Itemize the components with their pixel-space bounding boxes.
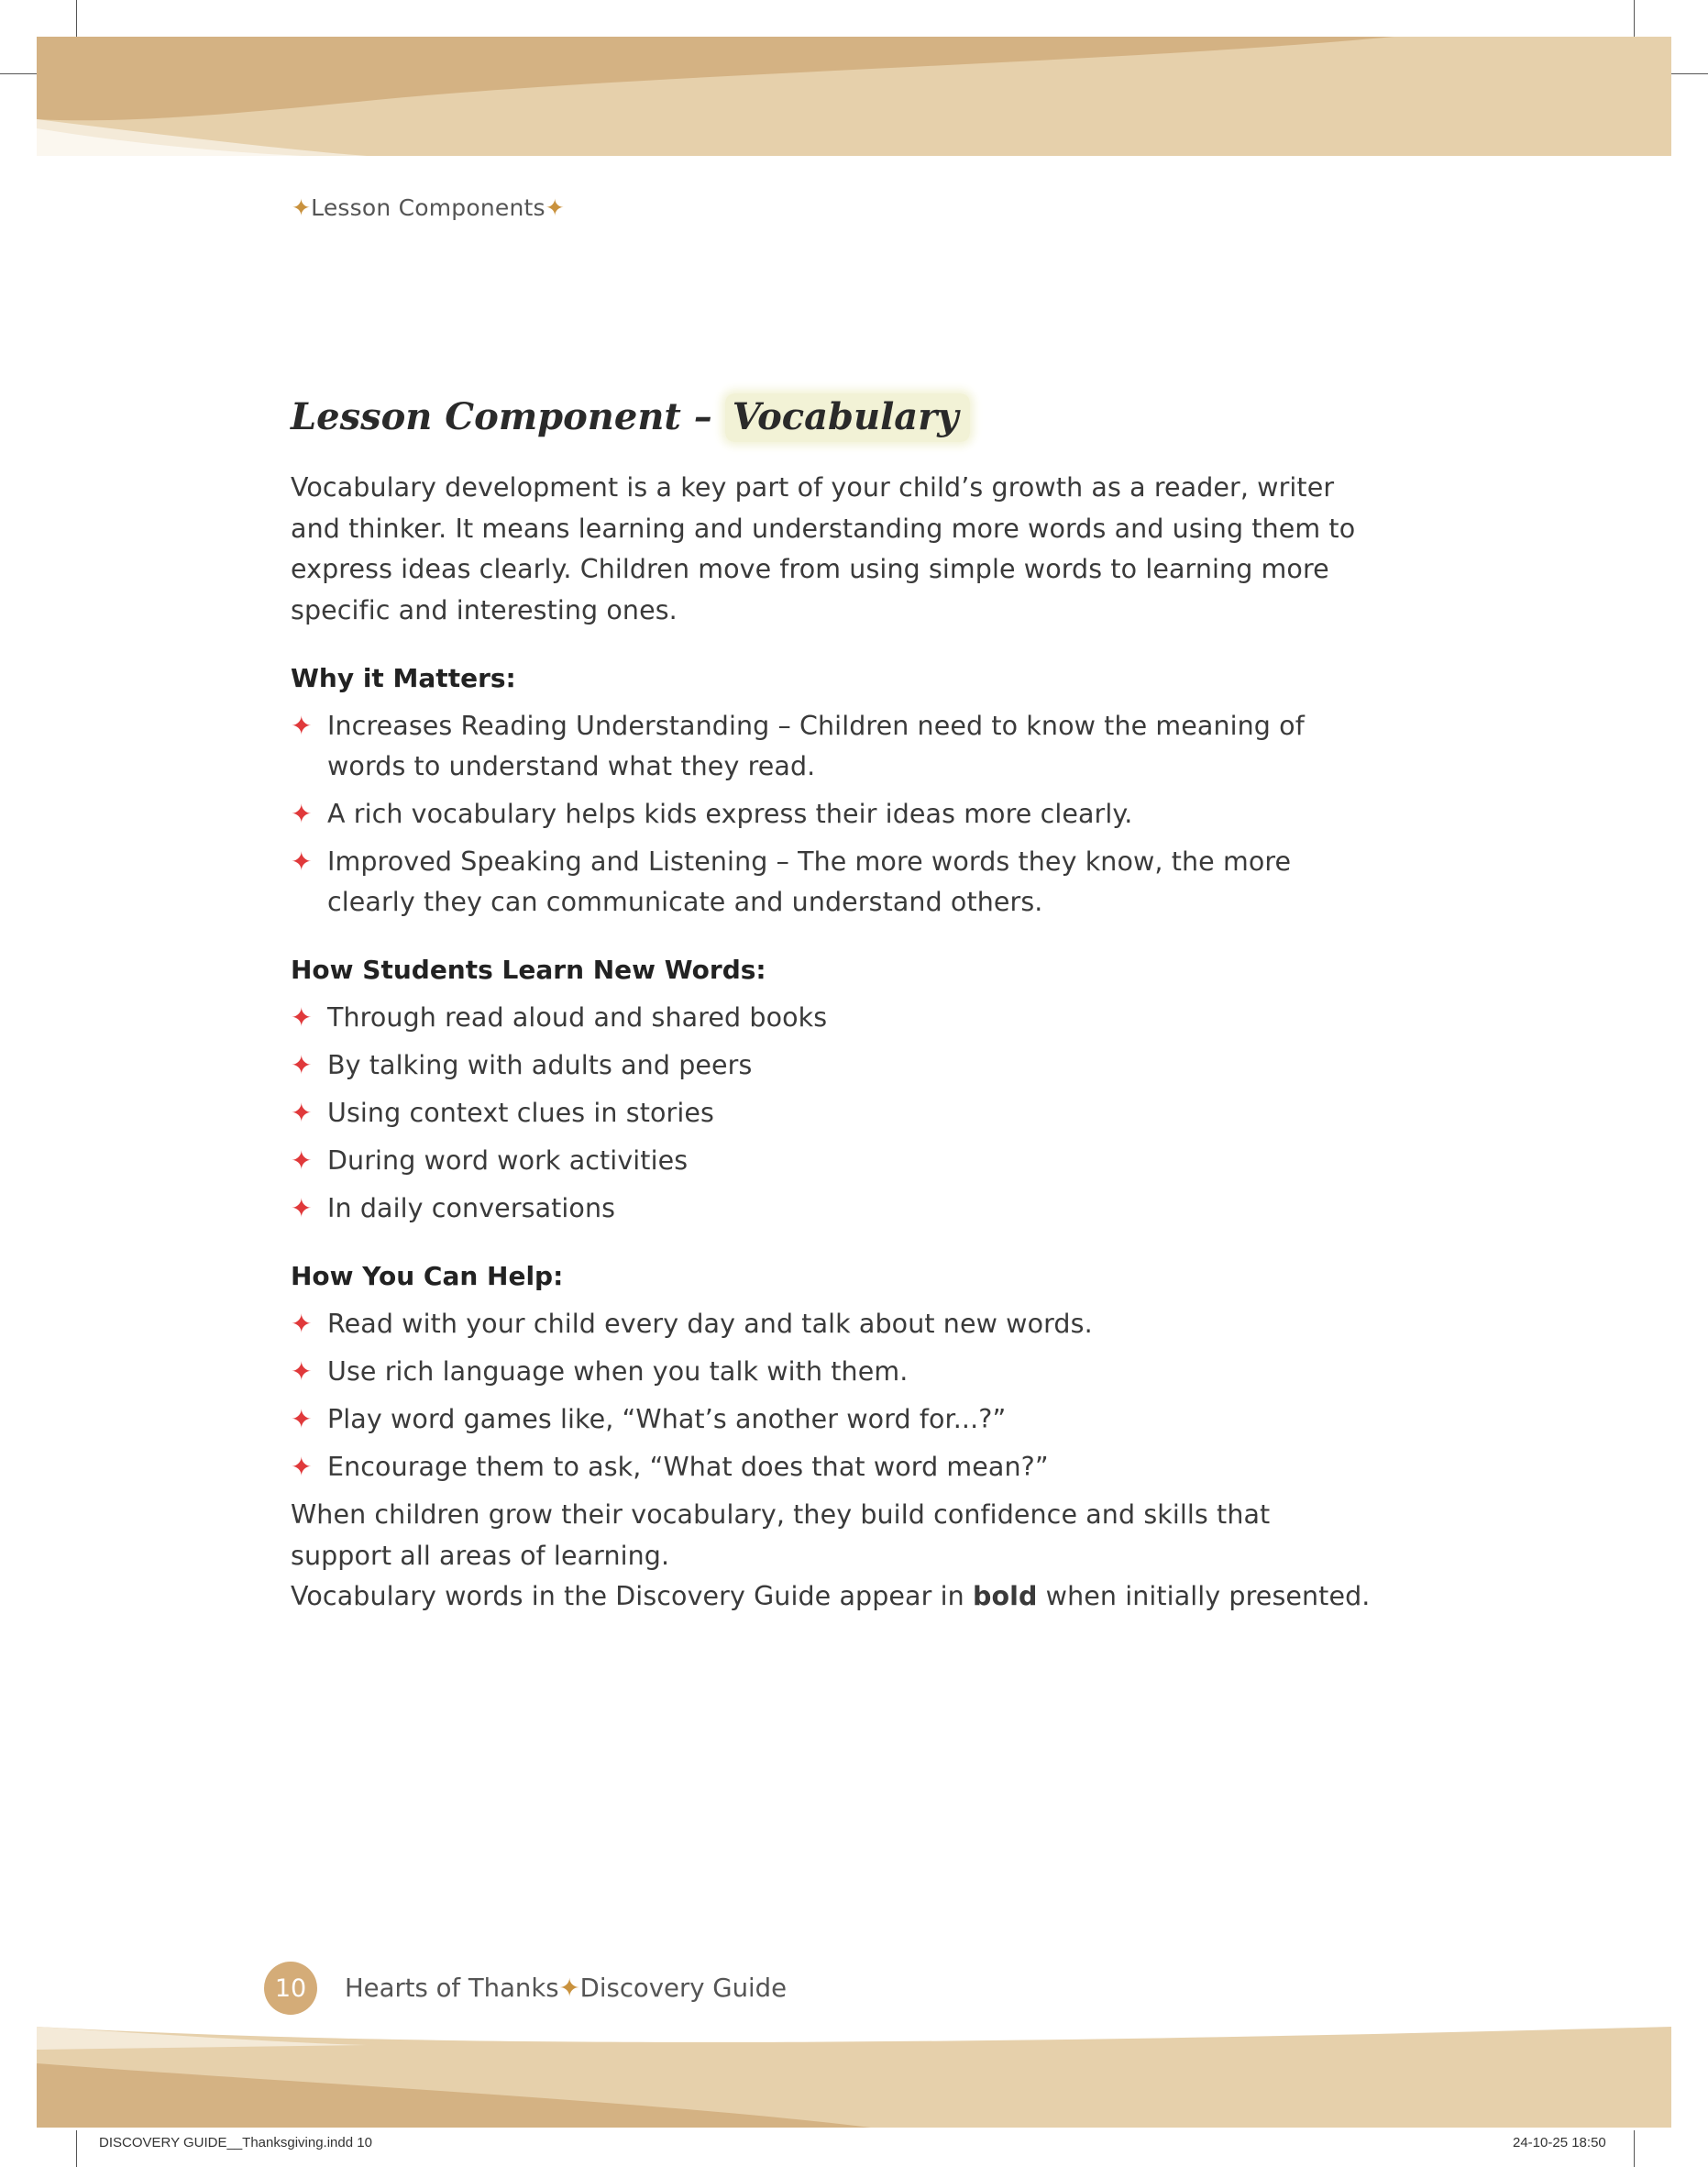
why-list xyxy=(291,706,1372,923)
star-bullet-icon: ✦ xyxy=(291,1193,313,1223)
star-bullet-icon: ✦ xyxy=(291,799,313,829)
title-prefix: Lesson Component – xyxy=(291,395,725,438)
title-highlight: Vocabulary xyxy=(725,393,970,442)
list-item: ✦ Improved Speaking and Listening – The more words they know, the more clearly they can communicate and understand others. xyxy=(291,842,1372,923)
crop-mark xyxy=(76,0,77,37)
star-bullet-icon: ✦ xyxy=(291,1452,313,1482)
bold-word: bold xyxy=(972,1581,1038,1611)
star-bullet-icon: ✦ xyxy=(291,1050,313,1080)
star-bullet-icon: ✦ xyxy=(291,711,313,741)
section-heading-how-help: How You Can Help: xyxy=(291,1261,564,1291)
crop-mark xyxy=(1634,2130,1635,2167)
list-item: ✦ Using context clues in stories xyxy=(291,1093,1372,1133)
list-item: ✦ A rich vocabulary helps kids express their ideas more clearly. xyxy=(291,794,1372,835)
header-label-text: Lesson Components xyxy=(311,194,545,221)
star-bullet-icon: ✦ xyxy=(291,846,313,877)
sparkle-icon: ✦ xyxy=(558,1974,580,2003)
list-item: ✦ In daily conversations xyxy=(291,1189,1372,1229)
bottom-decorative-band xyxy=(0,2027,1708,2128)
star-bullet-icon: ✦ xyxy=(291,1309,313,1339)
file-slug: DISCOVERY GUIDE__Thanksgiving.indd 10 xyxy=(99,2135,372,2150)
star-bullet-icon: ✦ xyxy=(291,1098,313,1128)
top-decorative-band xyxy=(0,37,1708,156)
page-footer xyxy=(264,1961,787,2016)
star-bullet-icon: ✦ xyxy=(291,1356,313,1387)
article-body xyxy=(291,385,1372,1618)
list-item: ✦ Through read aloud and shared books xyxy=(291,998,1372,1038)
list-item: ✦ Play word games like, “What’s another word for...?” xyxy=(291,1399,1372,1440)
intro-paragraph: Vocabulary development is a key part of your child’s growth as a reader, writer and thinker. It means learning and understanding more words and using them to express ideas clearly. Children move from using simple words to learning more specific and interesting ones. xyxy=(291,472,1356,625)
page-title xyxy=(291,385,1372,449)
list-item: ✦ Increases Reading Understanding – Children need to know the meaning of words to understand what they read. xyxy=(291,706,1372,787)
star-bullet-icon: ✦ xyxy=(291,1404,313,1434)
list-item: ✦ Encourage them to ask, “What does that word mean?” xyxy=(291,1447,1372,1487)
footer-title: Hearts of Thanks✦Discovery Guide xyxy=(345,1974,788,2003)
vocabulary-note: Vocabulary words in the Discovery Guide appear in bold when initially presented. xyxy=(291,1581,1371,1611)
how-help-list xyxy=(291,1304,1372,1487)
crop-mark xyxy=(76,2130,77,2167)
crop-mark xyxy=(1634,0,1635,37)
how-learn-list xyxy=(291,998,1372,1229)
print-timestamp: 24-10-25 18:50 xyxy=(1513,2135,1606,2150)
list-item: ✦ Use rich language when you talk with them. xyxy=(291,1352,1372,1392)
sparkle-icon: ✦ xyxy=(545,194,565,221)
list-item: ✦ By talking with adults and peers xyxy=(291,1045,1372,1086)
star-bullet-icon: ✦ xyxy=(291,1145,313,1176)
closing-paragraph: When children grow their vocabulary, they build confidence and skills that support all areas of learning. xyxy=(291,1499,1271,1571)
section-heading-why: Why it Matters: xyxy=(291,663,516,693)
star-bullet-icon: ✦ xyxy=(291,1002,313,1033)
page-number: 10 xyxy=(264,1962,317,2015)
list-item: ✦ During word work activities xyxy=(291,1141,1372,1181)
sparkle-icon: ✦ xyxy=(292,194,312,221)
section-heading-how-learn: How Students Learn New Words: xyxy=(291,955,766,985)
list-item: ✦ Read with your child every day and talk about new words. xyxy=(291,1304,1372,1344)
section-header-label xyxy=(292,194,565,221)
